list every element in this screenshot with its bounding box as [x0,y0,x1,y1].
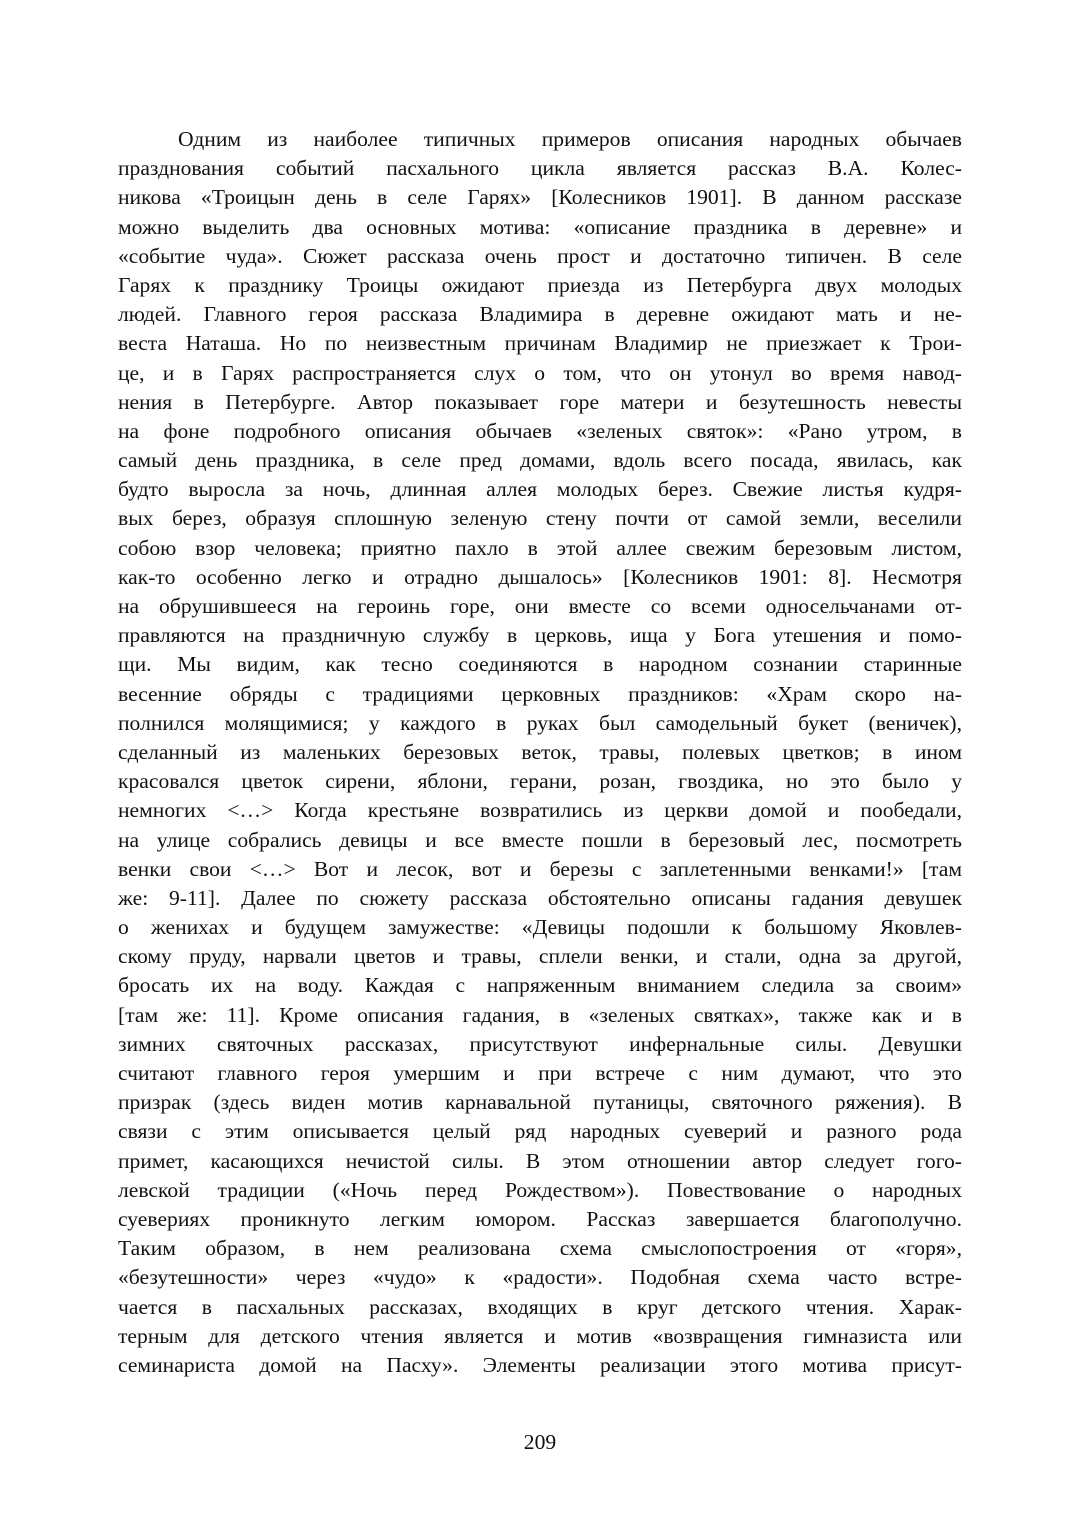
text-line: суевериях проникнуто легким юмором. Рассказ завершается благополучно. [118,1206,962,1231]
text-line: [там же: 11]. Кроме описания гадания, в «зеленых святках», также как и в [118,1002,962,1027]
text-line: людей. Главного героя рассказа Владимира в деревне ожидают мать и не- [118,302,962,327]
text-line: чается в пасхальных рассказах, входящих в круг детского чтения. Харак- [118,1294,962,1319]
page-number: 209 [523,1430,557,1454]
text-line: примет, касающихся нечистой силы. В этом отношении автор следует гого- [118,1148,962,1173]
text-line: вых берез, образуя сплошную зеленую стену почти от самой земли, веселили [118,506,962,531]
text-line: самый день праздника, в селе пред домами, вдоль всего посада, явилась, как [118,448,962,473]
text-line: на обрушившееся на героинь горе, они вместе со всеми односельчанами от- [118,594,962,618]
text-line: нения в Петербурге. Автор показывает горе матери и безутешность невесты [118,389,962,414]
body-paragraph [118,125,962,1380]
text-line: зимних святочных рассказах, присутствуют инфернальные силы. Девушки [118,1031,962,1056]
text-line: сделанный из маленьких березовых веток, травы, полевых цветков; в ином [118,739,962,764]
text-line: призрак (здесь виден мотив карнавальной путаницы, святочного ряжения). В [118,1090,962,1115]
text-line: венки свои <…> Вот и лесок, вот и березы с заплетенными венками!» [там [118,856,962,881]
text-line: празднования событий пасхального цикла является рассказ В.А. Колес- [118,156,962,181]
text-line: весенние обряды с традициями церковных праздников: «Храм скоро на- [118,681,962,706]
text-line: веста Наташа. Но по неизвестным причинам Владимир не приезжает к Трои- [118,331,962,356]
text-line: це, и в Гарях распространяется слух о том, что он утонул во время навод- [118,360,962,385]
text-line: никова «Троицын день в селе Гарях» [Колесников 1901]. В данном рассказе [118,185,962,210]
text-line: бросать их на воду. Каждая с напряженным вниманием следила за своим» [118,973,962,998]
text-line: на фоне подробного описания обычаев «зеленых святок»: «Рано утром, в [118,418,962,443]
text-line: Таким образом, в нем реализована схема смыслопостроения от «горя», [118,1236,962,1261]
text-line: о женихах и будущем замужестве: «Девицы подошли к большому Яковлев- [118,915,962,940]
text-line: щи. Мы видим, как тесно соединяются в народном сознании старинные [118,652,962,677]
text-line: как-то особенно легко и отрадно дышалось» [Колесников 1901: 8]. Несмотря [118,564,962,589]
text-line: семинариста домой на Пасху». Элементы реализации этого мотива присут- [118,1352,962,1377]
text-line: «событие чуда». Сюжет рассказа очень прост и достаточно типичен. В селе [118,243,962,268]
text-line: Гарях к празднику Троицы ожидают приезда из Петербурга двух молодых [118,272,962,297]
text-line: на улице собрались девицы и все вместе пошли в березовый лес, посмотреть [118,827,962,852]
text-line: же: 9-11]. Далее по сюжету рассказа обстоятельно описаны гадания девушек [118,885,962,910]
text-line: красовался цветок сирени, яблони, герани, розан, гвоздика, но это было у [118,769,962,794]
text-line: немногих <…> Когда крестьяне возвратились из церкви домой и пообедали, [118,798,962,823]
text-line: можно выделить два основных мотива: «описание праздника в деревне» и [118,214,962,239]
text-line: правляются на праздничную службу в церковь, ища у Бога утешения и помо- [118,623,962,648]
text-line: скому пруду, нарвали цветов и травы, сплели венки, и стали, одна за другой, [118,944,962,969]
text-line: полнился молящимися; у каждого в руках был самодельный букет (веничек), [118,710,962,735]
text-line: левской традиции («Ночь перед Рождеством»). Повествование о народных [118,1177,962,1202]
text-line: собою взор человека; приятно пахло в этой аллее свежим березовым листом, [118,535,962,560]
text-line: будто выросла за ночь, длинная аллея молодых берез. Свежие листья кудря- [118,477,962,502]
text-line: Одним из наиболее типичных примеров описания народных обычаев [178,127,962,151]
text-line: «безутешности» через «чудо» к «радости». Подобная схема часто встре- [118,1265,962,1290]
text-line: связи с этим описывается целый ряд народных суеверий и разного рода [118,1119,962,1144]
text-line: терным для детского чтения является и мотив «возвращения гимназиста или [118,1323,962,1348]
text-line: считают главного героя умершим и при встрече с ним думают, что это [118,1061,962,1085]
